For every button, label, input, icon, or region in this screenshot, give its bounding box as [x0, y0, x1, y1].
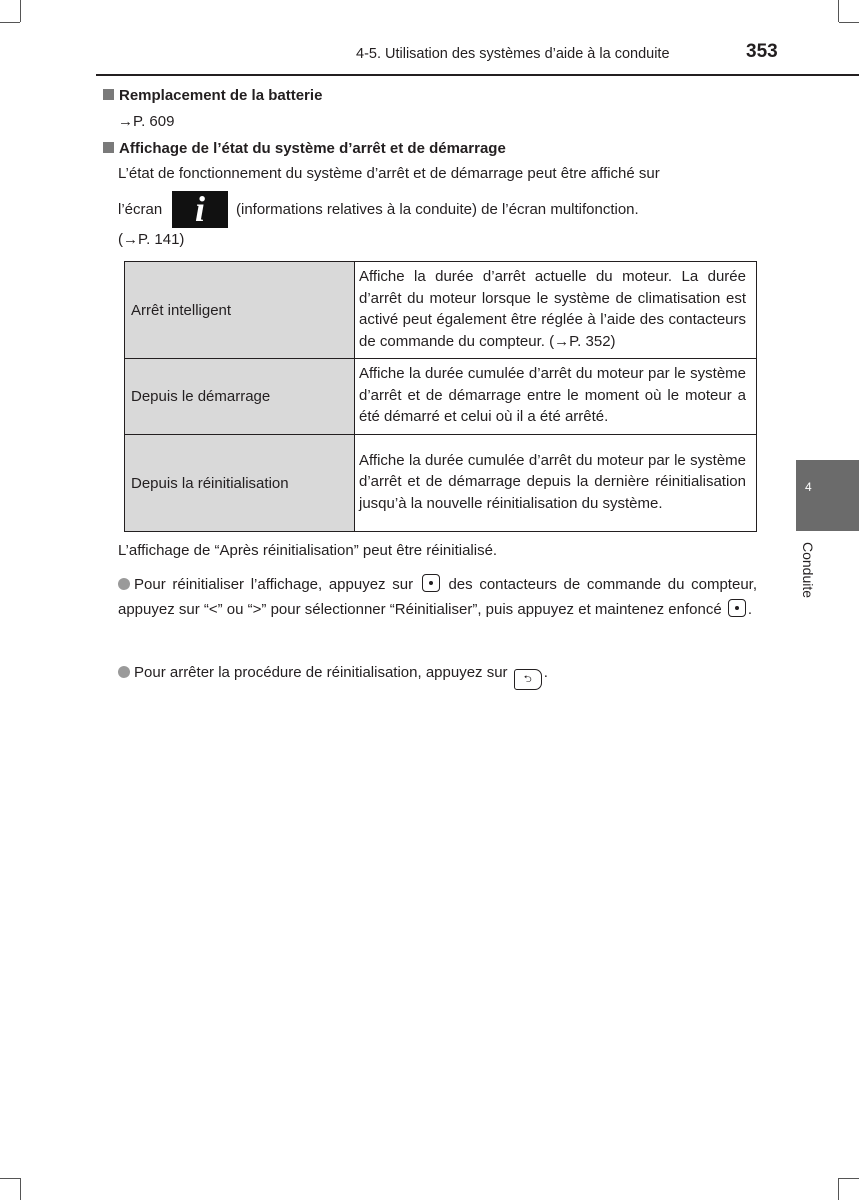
list-item — [118, 660, 757, 690]
table-row — [125, 435, 757, 532]
crop-mark — [0, 22, 20, 23]
crop-mark — [0, 1178, 20, 1179]
reset-note: L’affichage de “Après réinitialisation” peut être réinitialisé. — [118, 542, 498, 559]
chapter-label: Conduite — [800, 542, 816, 599]
info-icon: i — [172, 191, 228, 228]
ok-button-icon — [728, 599, 746, 617]
reset-instruction-end: . — [747, 601, 752, 618]
header-rule — [96, 74, 859, 76]
display-heading — [103, 140, 506, 157]
battery-heading — [103, 87, 322, 104]
table-row-label: Depuis la réinitialisation — [125, 435, 355, 532]
page-number: 353 — [746, 41, 778, 62]
bullet-dot-icon — [118, 666, 130, 678]
crop-mark — [838, 1178, 839, 1200]
back-button-icon: ⮌ — [514, 669, 542, 690]
list-item — [118, 572, 757, 622]
display-intro-before-icon: l’écran — [118, 201, 163, 218]
bullet-dot-icon — [118, 578, 130, 590]
table-row-label: Arrêt intelligent — [125, 262, 355, 359]
table-row — [125, 262, 757, 359]
reset-instruction-part2: des contacteurs de commande du compteur, appuyez sur “<” ou “>” pour sélectionner “Réinitialiser”, puis appuyez et maintenez enfoncé — [118, 576, 757, 618]
section-header: 4-5. Utilisation des systèmes d’aide à la conduite — [356, 46, 670, 62]
square-bullet-icon — [103, 142, 114, 153]
reset-instruction-part1: Pour réinitialiser l’affichage, appuyez sur — [134, 576, 414, 593]
display-intro-reference[interactable]: (→P. 141) — [118, 231, 185, 248]
chapter-number: 4 — [805, 480, 812, 494]
crop-mark — [839, 22, 859, 23]
cancel-instruction-end: . — [543, 664, 548, 681]
status-table — [124, 261, 757, 532]
table-row-description: Affiche la durée d’arrêt actuelle du moteur. La durée d’arrêt du moteur lorsque le système de climatisation est activé peut également être réglée à l’aide des contacteurs de commande du compteur. (→P. 352) — [355, 262, 757, 359]
crop-mark — [839, 1178, 859, 1179]
ok-button-icon — [422, 574, 440, 592]
display-intro-line: L’état de fonctionnement du système d’arrêt et de démarrage peut être affiché sur — [118, 165, 660, 182]
cancel-instruction: Pour arrêter la procédure de réinitialisation, appuyez sur — [134, 664, 508, 681]
display-heading-text: Affichage de l’état du système d’arrêt et de démarrage — [119, 140, 506, 157]
table-row — [125, 359, 757, 435]
table-row-description: Affiche la durée cumulée d’arrêt du moteur par le système d’arrêt et de démarrage entre le moment où le moteur a été démarré et celui où il a été arrêté. — [355, 359, 757, 435]
battery-heading-text: Remplacement de la batterie — [119, 87, 323, 104]
display-intro-after-icon: (informations relatives à la conduite) de l’écran multifonction. — [236, 201, 639, 218]
table-row-description: Affiche la durée cumulée d’arrêt du moteur par le système d’arrêt et de démarrage depuis la dernière réinitialisation jusqu’à la nouvelle réinitialisation du système. — [355, 435, 757, 532]
crop-mark — [20, 1178, 21, 1200]
crop-mark — [838, 0, 839, 22]
table-row-label: Depuis le démarrage — [125, 359, 355, 435]
square-bullet-icon — [103, 89, 114, 100]
battery-reference[interactable]: →P. 609 — [118, 113, 175, 130]
chapter-tab — [796, 460, 859, 531]
crop-mark — [20, 0, 21, 22]
